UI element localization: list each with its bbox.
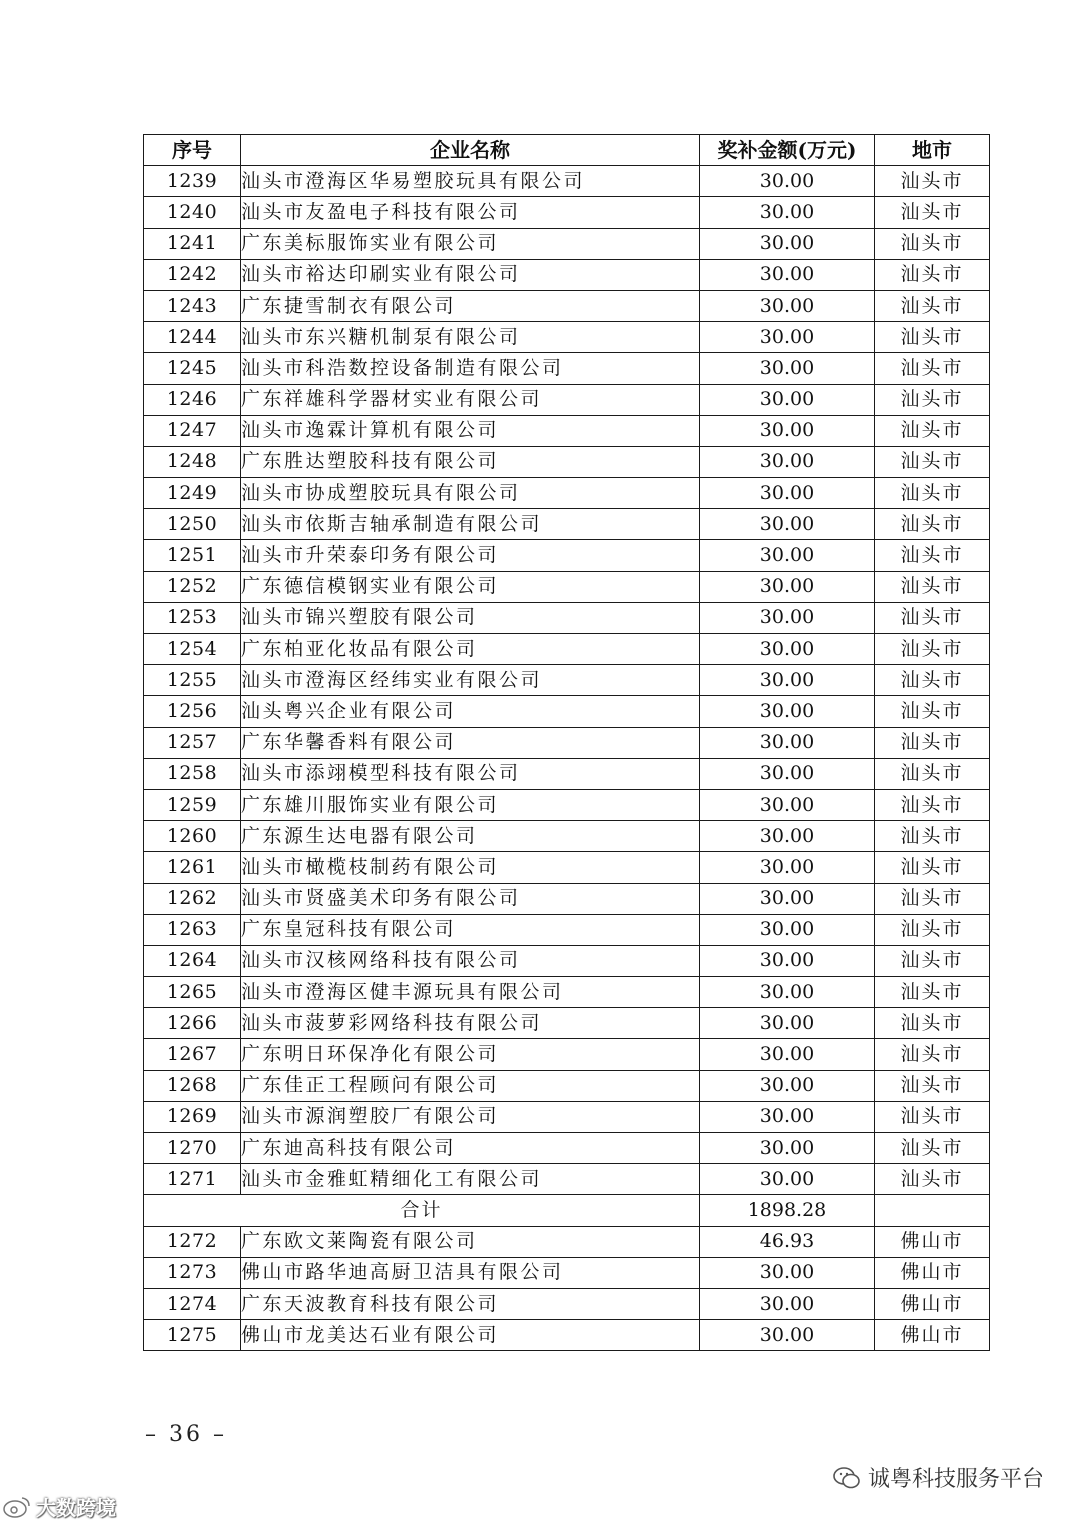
row-city: 汕头市 xyxy=(875,290,990,321)
row-seq: 1269 xyxy=(144,1101,241,1132)
row-amount: 30.00 xyxy=(700,665,875,696)
table-row xyxy=(144,789,990,820)
row-company-name: 汕头市依斯吉轴承制造有限公司 xyxy=(241,509,700,540)
row-amount: 30.00 xyxy=(700,1039,875,1070)
row-company-name: 广东佳正工程顾问有限公司 xyxy=(241,1070,700,1101)
row-company-name: 广东迪高科技有限公司 xyxy=(241,1133,700,1164)
row-company-name: 广东美标服饰实业有限公司 xyxy=(241,228,700,259)
row-seq: 1273 xyxy=(144,1257,241,1288)
row-city: 汕头市 xyxy=(875,602,990,633)
table-row xyxy=(144,1039,990,1070)
row-amount: 30.00 xyxy=(700,977,875,1008)
header-row xyxy=(144,135,990,166)
row-city: 汕头市 xyxy=(875,883,990,914)
row-seq: 1249 xyxy=(144,478,241,509)
row-amount: 30.00 xyxy=(700,1164,875,1195)
row-amount: 30.00 xyxy=(700,384,875,415)
table-row xyxy=(144,1133,990,1164)
table-row xyxy=(144,509,990,540)
row-company-name: 汕头市澄海区健丰源玩具有限公司 xyxy=(241,977,700,1008)
row-seq: 1244 xyxy=(144,322,241,353)
row-amount: 30.00 xyxy=(700,852,875,883)
row-seq: 1253 xyxy=(144,602,241,633)
row-amount: 30.00 xyxy=(700,478,875,509)
header-company-name: 企业名称 xyxy=(241,135,700,166)
row-city: 汕头市 xyxy=(875,322,990,353)
table-row xyxy=(144,1070,990,1101)
row-amount: 30.00 xyxy=(700,945,875,976)
award-table xyxy=(143,134,990,1351)
row-city: 佛山市 xyxy=(875,1257,990,1288)
row-seq: 1240 xyxy=(144,197,241,228)
page-number: – 36 – xyxy=(145,1422,227,1447)
row-company-name: 汕头市友盈电子科技有限公司 xyxy=(241,197,700,228)
row-city: 汕头市 xyxy=(875,1133,990,1164)
row-amount: 30.00 xyxy=(700,883,875,914)
row-amount: 30.00 xyxy=(700,696,875,727)
table-row xyxy=(144,571,990,602)
row-seq: 1266 xyxy=(144,1008,241,1039)
row-city: 汕头市 xyxy=(875,1008,990,1039)
row-seq: 1252 xyxy=(144,571,241,602)
row-city: 汕头市 xyxy=(875,540,990,571)
table-row xyxy=(144,914,990,945)
row-seq: 1264 xyxy=(144,945,241,976)
table-row xyxy=(144,384,990,415)
row-amount: 46.93 xyxy=(700,1226,875,1257)
row-seq: 1267 xyxy=(144,1039,241,1070)
row-company-name: 广东华馨香料有限公司 xyxy=(241,727,700,758)
watermark-left xyxy=(2,1492,116,1521)
row-amount: 30.00 xyxy=(700,259,875,290)
row-seq: 1247 xyxy=(144,415,241,446)
row-company-name: 汕头市锦兴塑胶有限公司 xyxy=(241,602,700,633)
row-company-name: 广东胜达塑胶科技有限公司 xyxy=(241,446,700,477)
row-company-name: 广东天波教育科技有限公司 xyxy=(241,1288,700,1319)
row-company-name: 广东雄川服饰实业有限公司 xyxy=(241,789,700,820)
table-row xyxy=(144,259,990,290)
watermark-left-text: 大数跨境 xyxy=(36,1496,116,1520)
row-seq: 1250 xyxy=(144,509,241,540)
row-city: 汕头市 xyxy=(875,789,990,820)
total-city xyxy=(875,1195,990,1226)
row-company-name: 佛山市路华迪高厨卫洁具有限公司 xyxy=(241,1257,700,1288)
table-row xyxy=(144,540,990,571)
watermark-right xyxy=(832,1462,1044,1493)
table-row xyxy=(144,290,990,321)
row-seq: 1241 xyxy=(144,228,241,259)
row-city: 汕头市 xyxy=(875,914,990,945)
row-seq: 1275 xyxy=(144,1320,241,1351)
table-row xyxy=(144,1101,990,1132)
total-amount: 1898.28 xyxy=(700,1195,875,1226)
row-company-name: 汕头市逸霖计算机有限公司 xyxy=(241,415,700,446)
row-amount: 30.00 xyxy=(700,1257,875,1288)
row-seq: 1242 xyxy=(144,259,241,290)
row-company-name: 汕头市澄海区华易塑胶玩具有限公司 xyxy=(241,166,700,197)
total-label: 合计 xyxy=(144,1195,700,1226)
row-seq: 1265 xyxy=(144,977,241,1008)
row-amount: 30.00 xyxy=(700,571,875,602)
row-amount: 30.00 xyxy=(700,914,875,945)
row-city: 汕头市 xyxy=(875,228,990,259)
row-seq: 1263 xyxy=(144,914,241,945)
row-city: 汕头市 xyxy=(875,852,990,883)
row-company-name: 汕头市升荣泰印务有限公司 xyxy=(241,540,700,571)
table-row xyxy=(144,1226,990,1257)
row-seq: 1261 xyxy=(144,852,241,883)
row-amount: 30.00 xyxy=(700,290,875,321)
row-city: 汕头市 xyxy=(875,1070,990,1101)
row-city: 佛山市 xyxy=(875,1288,990,1319)
row-amount: 30.00 xyxy=(700,1320,875,1351)
row-city: 汕头市 xyxy=(875,353,990,384)
row-city: 汕头市 xyxy=(875,415,990,446)
row-company-name: 广东明日环保净化有限公司 xyxy=(241,1039,700,1070)
row-seq: 1248 xyxy=(144,446,241,477)
row-company-name: 汕头市添翊模型科技有限公司 xyxy=(241,758,700,789)
row-amount: 30.00 xyxy=(700,1133,875,1164)
row-amount: 30.00 xyxy=(700,1008,875,1039)
row-amount: 30.00 xyxy=(700,446,875,477)
row-company-name: 汕头市贤盛美术印务有限公司 xyxy=(241,883,700,914)
row-seq: 1259 xyxy=(144,789,241,820)
table-row xyxy=(144,478,990,509)
row-company-name: 汕头市澄海区经纬实业有限公司 xyxy=(241,665,700,696)
row-city: 汕头市 xyxy=(875,446,990,477)
row-seq: 1272 xyxy=(144,1226,241,1257)
row-amount: 30.00 xyxy=(700,789,875,820)
row-city: 汕头市 xyxy=(875,1164,990,1195)
row-seq: 1256 xyxy=(144,696,241,727)
row-city: 汕头市 xyxy=(875,696,990,727)
row-seq: 1245 xyxy=(144,353,241,384)
table-row xyxy=(144,945,990,976)
row-amount: 30.00 xyxy=(700,228,875,259)
table-row xyxy=(144,696,990,727)
row-seq: 1254 xyxy=(144,634,241,665)
row-amount: 30.00 xyxy=(700,821,875,852)
row-seq: 1243 xyxy=(144,290,241,321)
row-company-name: 广东源生达电器有限公司 xyxy=(241,821,700,852)
table-row xyxy=(144,1164,990,1195)
row-city: 汕头市 xyxy=(875,259,990,290)
row-company-name: 汕头市科浩数控设备制造有限公司 xyxy=(241,353,700,384)
row-city: 汕头市 xyxy=(875,197,990,228)
row-seq: 1270 xyxy=(144,1133,241,1164)
row-seq: 1239 xyxy=(144,166,241,197)
row-company-name: 汕头市东兴糖机制泵有限公司 xyxy=(241,322,700,353)
row-city: 汕头市 xyxy=(875,821,990,852)
table-row xyxy=(144,322,990,353)
table-row xyxy=(144,1257,990,1288)
table-row xyxy=(144,1008,990,1039)
row-company-name: 汕头市金雅虹精细化工有限公司 xyxy=(241,1164,700,1195)
row-city: 汕头市 xyxy=(875,977,990,1008)
row-amount: 30.00 xyxy=(700,758,875,789)
row-amount: 30.00 xyxy=(700,1101,875,1132)
row-company-name: 汕头市源润塑胶厂有限公司 xyxy=(241,1101,700,1132)
wechat-logo-icon xyxy=(832,1465,862,1491)
row-city: 汕头市 xyxy=(875,509,990,540)
table-row xyxy=(144,665,990,696)
row-city: 汕头市 xyxy=(875,384,990,415)
row-city: 汕头市 xyxy=(875,166,990,197)
row-amount: 30.00 xyxy=(700,509,875,540)
row-amount: 30.00 xyxy=(700,1070,875,1101)
table-row xyxy=(144,602,990,633)
row-city: 汕头市 xyxy=(875,478,990,509)
table-row xyxy=(144,883,990,914)
row-company-name: 广东柏亚化妆品有限公司 xyxy=(241,634,700,665)
table-row xyxy=(144,634,990,665)
row-city: 佛山市 xyxy=(875,1226,990,1257)
header-city: 地市 xyxy=(875,135,990,166)
row-city: 汕头市 xyxy=(875,1101,990,1132)
row-city: 汕头市 xyxy=(875,571,990,602)
row-seq: 1246 xyxy=(144,384,241,415)
row-seq: 1262 xyxy=(144,883,241,914)
row-city: 汕头市 xyxy=(875,945,990,976)
table-row xyxy=(144,758,990,789)
row-seq: 1258 xyxy=(144,758,241,789)
row-amount: 30.00 xyxy=(700,602,875,633)
row-city: 汕头市 xyxy=(875,1039,990,1070)
row-city: 汕头市 xyxy=(875,665,990,696)
table-row xyxy=(144,821,990,852)
row-seq: 1268 xyxy=(144,1070,241,1101)
table-row xyxy=(144,727,990,758)
row-company-name: 广东皇冠科技有限公司 xyxy=(241,914,700,945)
row-seq: 1255 xyxy=(144,665,241,696)
table-row xyxy=(144,852,990,883)
table-row xyxy=(144,166,990,197)
row-amount: 30.00 xyxy=(700,353,875,384)
table-row xyxy=(144,353,990,384)
row-company-name: 汕头市菠萝彩网络科技有限公司 xyxy=(241,1008,700,1039)
row-city: 汕头市 xyxy=(875,634,990,665)
row-seq: 1271 xyxy=(144,1164,241,1195)
row-amount: 30.00 xyxy=(700,540,875,571)
table-row xyxy=(144,446,990,477)
row-amount: 30.00 xyxy=(700,415,875,446)
total-row xyxy=(144,1195,990,1226)
row-amount: 30.00 xyxy=(700,197,875,228)
row-company-name: 汕头市汉核网络科技有限公司 xyxy=(241,945,700,976)
header-amount: 奖补金额(万元) xyxy=(700,135,875,166)
row-company-name: 广东捷雪制衣有限公司 xyxy=(241,290,700,321)
weibo-logo-icon xyxy=(2,1495,32,1519)
row-city: 佛山市 xyxy=(875,1320,990,1351)
row-company-name: 广东欧文莱陶瓷有限公司 xyxy=(241,1226,700,1257)
header-seq: 序号 xyxy=(144,135,241,166)
row-seq: 1251 xyxy=(144,540,241,571)
row-company-name: 广东祥雄科学器材实业有限公司 xyxy=(241,384,700,415)
table-row xyxy=(144,1320,990,1351)
row-amount: 30.00 xyxy=(700,322,875,353)
row-amount: 30.00 xyxy=(700,1288,875,1319)
row-company-name: 汕头市协成塑胶玩具有限公司 xyxy=(241,478,700,509)
row-company-name: 广东德信模钢实业有限公司 xyxy=(241,571,700,602)
row-company-name: 汕头市裕达印刷实业有限公司 xyxy=(241,259,700,290)
table-row xyxy=(144,197,990,228)
row-seq: 1257 xyxy=(144,727,241,758)
row-city: 汕头市 xyxy=(875,758,990,789)
watermark-right-text: 诚粤科技服务平台 xyxy=(867,1467,1044,1492)
row-company-name: 汕头市橄榄枝制药有限公司 xyxy=(241,852,700,883)
row-seq: 1260 xyxy=(144,821,241,852)
table-row xyxy=(144,228,990,259)
row-seq: 1274 xyxy=(144,1288,241,1319)
row-amount: 30.00 xyxy=(700,166,875,197)
row-city: 汕头市 xyxy=(875,727,990,758)
row-company-name: 汕头粤兴企业有限公司 xyxy=(241,696,700,727)
row-amount: 30.00 xyxy=(700,727,875,758)
table-row xyxy=(144,977,990,1008)
table-row xyxy=(144,1288,990,1319)
row-amount: 30.00 xyxy=(700,634,875,665)
table-row xyxy=(144,415,990,446)
row-company-name: 佛山市龙美达石业有限公司 xyxy=(241,1320,700,1351)
